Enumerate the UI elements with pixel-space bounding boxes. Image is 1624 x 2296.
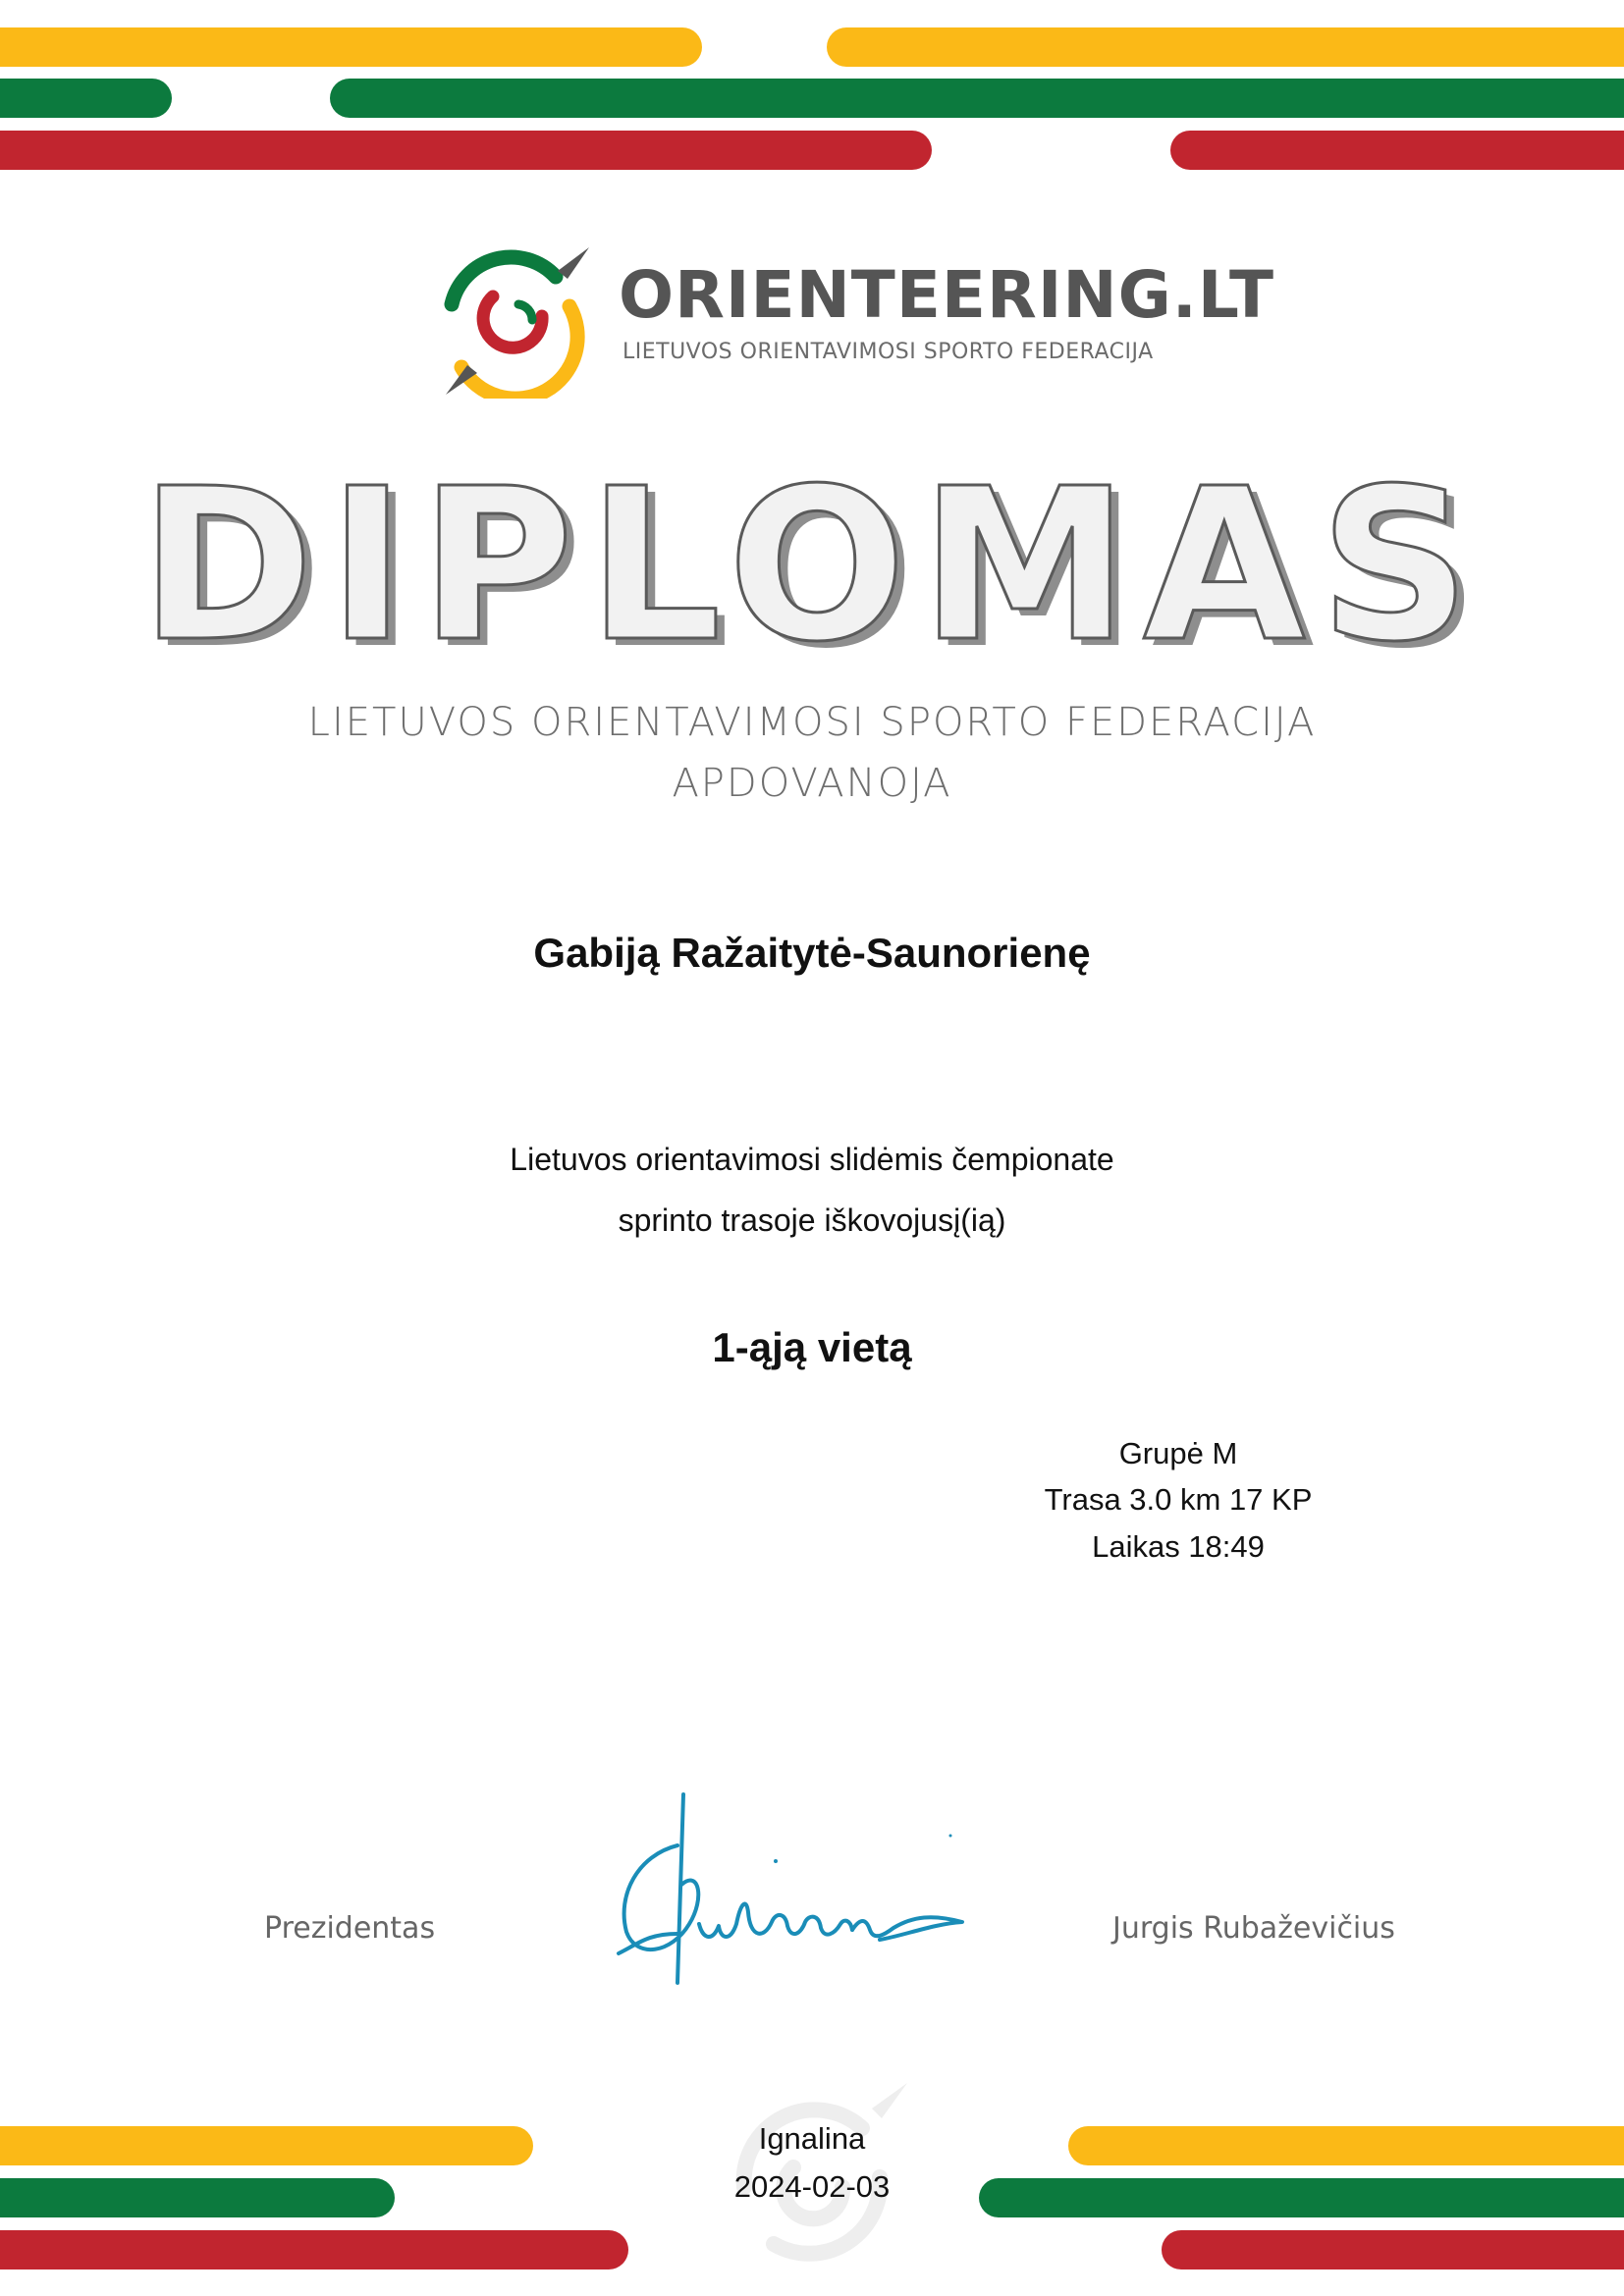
championship-line: Lietuvos orientavimosi slidėmis čempionate <box>510 1142 1114 1177</box>
event-location: Ignalina <box>758 2121 866 2156</box>
signatory-role: Prezidentas <box>264 1911 436 1946</box>
top-stripe-yellow-right <box>827 27 1624 67</box>
signatory-name: Jurgis Rubaževičius <box>1112 1911 1395 1946</box>
time-detail: Laikas 18:49 <box>1092 1529 1265 1564</box>
placement: 1-ąją vietą <box>712 1324 912 1370</box>
awards-line: APDOVANOJA <box>672 761 952 806</box>
signature-image <box>609 1787 982 2012</box>
top-stripe-yellow-left <box>0 27 702 67</box>
diploma-title: DIPLOMAS <box>139 444 1485 688</box>
course-type-line: sprinto trasoje iškovojusį(ią) <box>618 1202 1006 1238</box>
bottom-stripe-red-right <box>1162 2230 1624 2269</box>
top-stripe-green-left <box>0 79 172 118</box>
logo-title: ORIENTEERING.LT <box>619 257 1275 333</box>
bottom-stripe-red-left <box>0 2230 628 2269</box>
federation-line: LIETUVOS ORIENTAVIMOSI SPORTO FEDERACIJA <box>307 700 1317 745</box>
recipient-name: Gabiją Ražaitytė-Saunorienę <box>533 930 1091 976</box>
logo-subtitle: LIETUVOS ORIENTAVIMOSI SPORTO FEDERACIJA <box>623 340 1154 364</box>
top-stripe-green-right <box>330 79 1624 118</box>
orienteering-logo-icon <box>440 245 593 399</box>
event-date: 2024-02-03 <box>733 2169 891 2204</box>
top-stripe-red-left <box>0 131 932 170</box>
top-stripe-red-right <box>1170 131 1624 170</box>
course-detail: Trasa 3.0 km 17 KP <box>1044 1482 1313 1517</box>
group-detail: Grupė M <box>1118 1436 1238 1470</box>
